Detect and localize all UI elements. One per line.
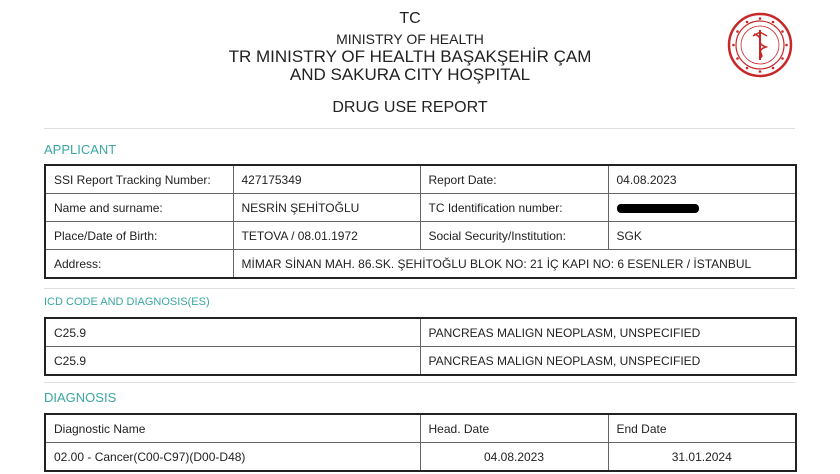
icd-code: C25.9 xyxy=(45,318,420,347)
table-row xyxy=(45,443,796,472)
table-row xyxy=(45,318,796,347)
applicant-table xyxy=(44,164,797,279)
diagnostic-name: 02.00 - Cancer(C00-C97)(D00-D48) xyxy=(45,443,420,472)
icd-section-title: ICD CODE AND DIAGNOSIS(ES) xyxy=(44,296,210,308)
report-date-value: 04.08.2023 xyxy=(608,165,796,194)
tc-id-label: TC Identification number: xyxy=(420,194,608,222)
birth-label: Place/Date of Birth: xyxy=(45,222,233,250)
table-header-row xyxy=(45,414,796,443)
name-label: Name and surname: xyxy=(45,194,233,222)
diagnostic-name-header: Diagnostic Name xyxy=(45,414,420,443)
icd-code: C25.9 xyxy=(45,347,420,376)
address-label: Address: xyxy=(45,250,233,279)
table-row xyxy=(45,347,796,376)
diagnosis-table xyxy=(44,413,797,472)
diagnosis-section-title: DIAGNOSIS xyxy=(44,390,117,405)
report-header xyxy=(0,8,820,118)
icd-description: PANCREAS MALIGN NEOPLASM, UNSPECIFIED xyxy=(420,318,796,347)
table-row xyxy=(45,250,796,279)
social-security-label: Social Security/Institution: xyxy=(420,222,608,250)
header-divider xyxy=(44,128,795,129)
header-hospital-line1: TR MINISTRY OF HEALTH BAŞAKŞEHİR ÇAM xyxy=(228,47,592,66)
name-value: NESRİN ŞEHİTOĞLU xyxy=(233,194,420,222)
table-row xyxy=(45,222,796,250)
end-date: 31.01.2024 xyxy=(608,443,796,472)
applicant-section-title: APPLICANT xyxy=(44,142,117,157)
table-row xyxy=(45,194,796,222)
head-date-header: Head. Date xyxy=(420,414,608,443)
report-title: DRUG USE REPORT xyxy=(332,99,488,116)
header-tc: TC xyxy=(399,10,421,27)
redaction-mark xyxy=(617,204,699,213)
icd-table xyxy=(44,317,797,376)
report-date-label: Report Date: xyxy=(420,165,608,194)
header-ministry: MINISTRY OF HEALTH xyxy=(336,31,484,47)
ministry-seal-icon xyxy=(727,12,793,78)
head-date: 04.08.2023 xyxy=(420,443,608,472)
ssi-tracking-value: 427175349 xyxy=(233,165,420,194)
birth-value: TETOVA / 08.01.1972 xyxy=(233,222,420,250)
section-divider xyxy=(44,382,795,383)
address-value: MİMAR SİNAN MAH. 86.SK. ŞEHİTOĞLU BLOK NO: 21 İÇ KAPI NO: 6 ESENLER / İSTANBUL xyxy=(233,250,796,279)
social-security-value: SGK xyxy=(608,222,796,250)
ssi-tracking-label: SSI Report Tracking Number: xyxy=(45,165,233,194)
tc-id-value xyxy=(608,194,796,222)
section-divider xyxy=(44,288,795,289)
header-hospital-line2: AND SAKURA CITY HOŞPITAL xyxy=(289,65,531,84)
table-row xyxy=(45,165,796,194)
end-date-header: End Date xyxy=(608,414,796,443)
icd-description: PANCREAS MALIGN NEOPLASM, UNSPECIFIED xyxy=(420,347,796,376)
